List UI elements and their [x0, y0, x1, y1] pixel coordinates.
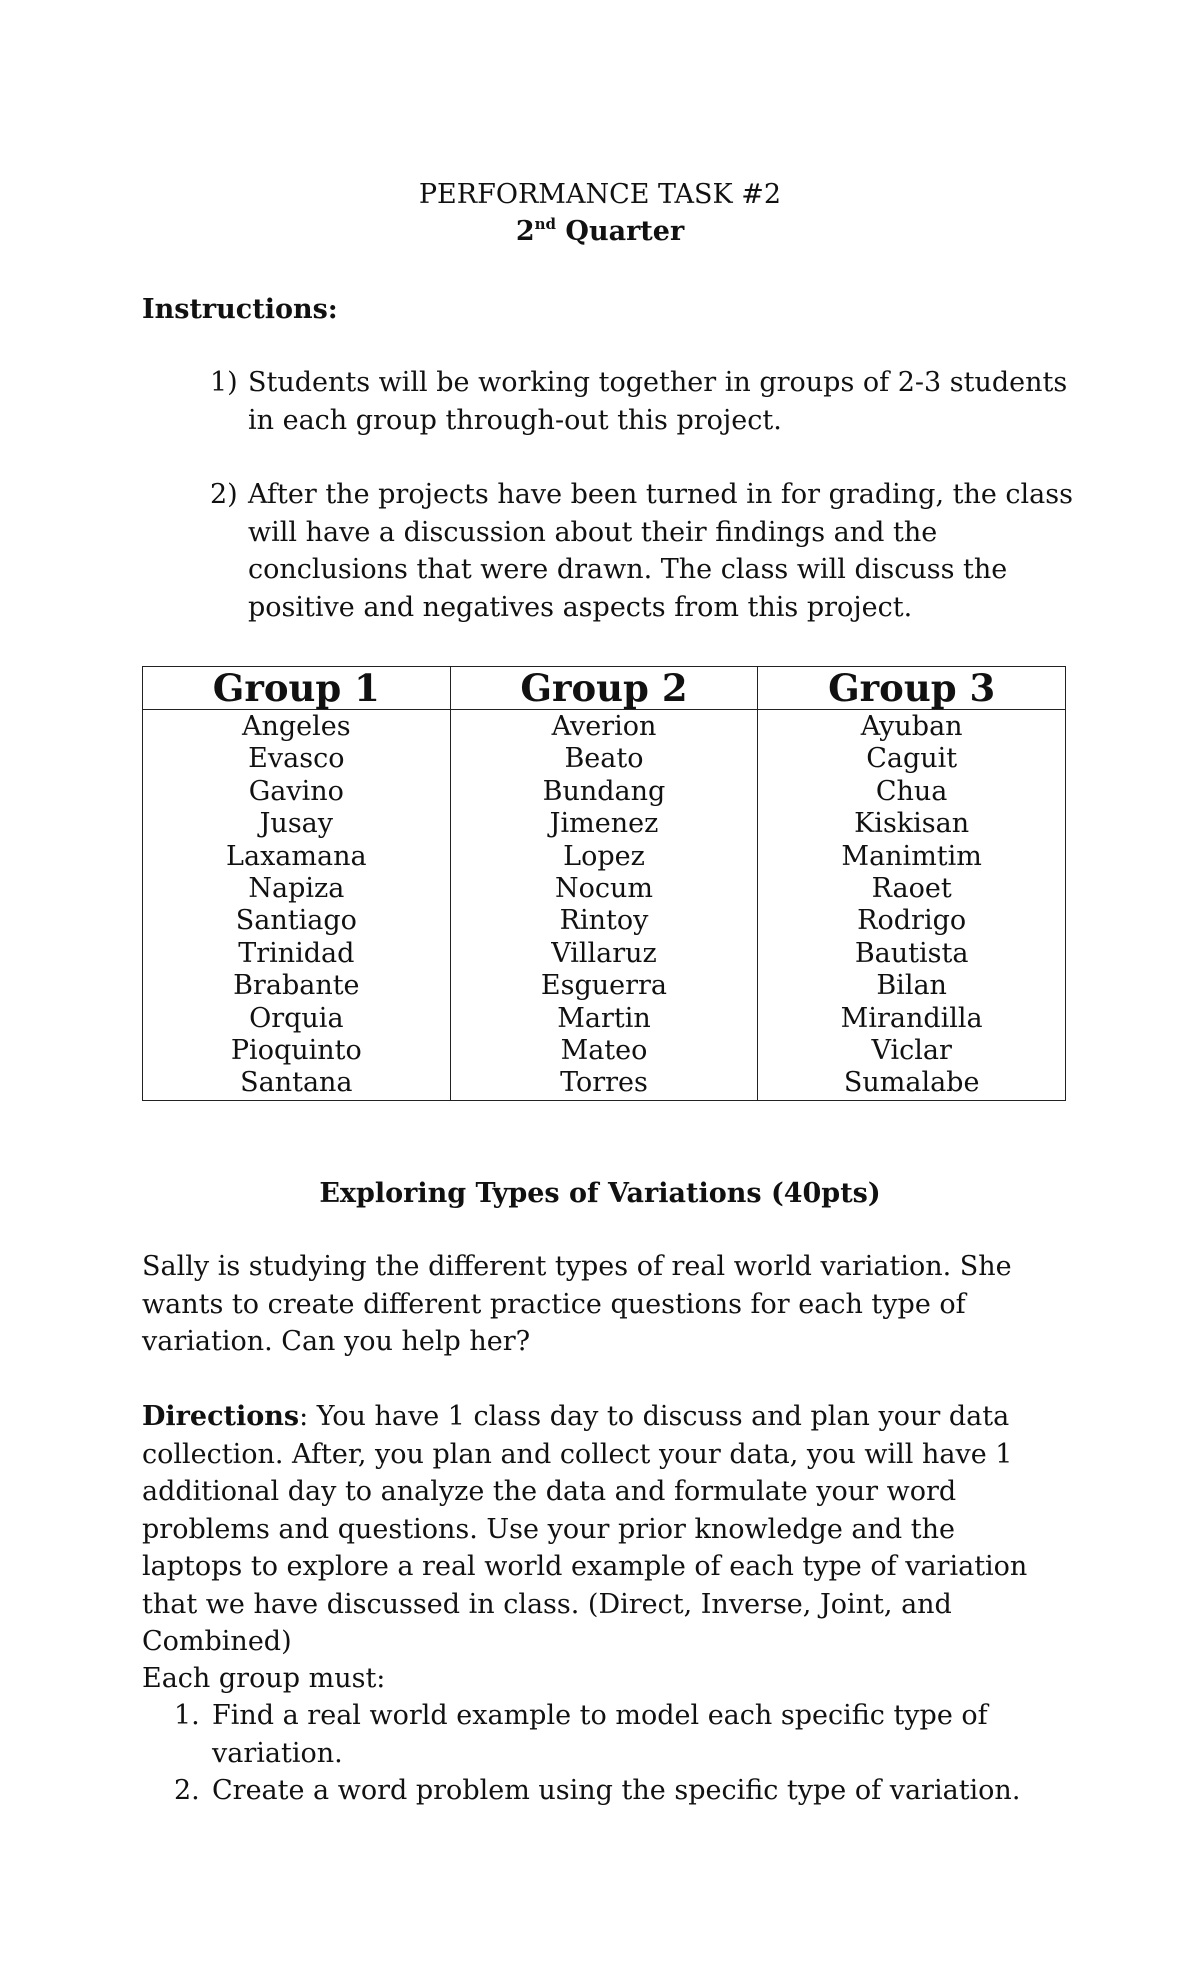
- groups-header-row: [143, 667, 1066, 710]
- group-member-name: Averion: [551, 711, 657, 742]
- group-member-name: Ayuban: [860, 711, 963, 742]
- requirement-text: Create a word problem using the specific type of variation.: [212, 1775, 1021, 1806]
- group-member-name: Santiago: [235, 905, 357, 937]
- instruction-number: 2): [210, 479, 238, 510]
- task-title: Exploring Types of Variations (40pts): [319, 1178, 881, 1209]
- group-member-name: Esguerra: [540, 970, 668, 1002]
- group-member-name: Evasco: [248, 743, 345, 775]
- instruction-text: Students will be working together in groups of 2-3 students in each group through-out this project.: [248, 367, 1068, 436]
- group-member-name: Kiskisan: [854, 808, 970, 840]
- group-member-name: Rintoy: [559, 905, 649, 937]
- requirement-item: [174, 1697, 1054, 1772]
- requirement-number: 1.: [174, 1700, 200, 1731]
- instruction-text: After the projects have been turned in for grading, the class will have a discussion about their findings and the conclusions that were drawn. The class will discuss the positive and negatives aspects from this project.: [248, 479, 1073, 623]
- document-title: PERFORMANCE TASK #2: [418, 179, 782, 210]
- group-member-name: Torres: [560, 1067, 648, 1099]
- title-block: [0, 176, 1200, 250]
- quarter-number: 2: [515, 216, 535, 247]
- group-member-name: Pioquinto: [230, 1035, 362, 1067]
- group-header: Group 1: [143, 667, 451, 710]
- group-header: Group 2: [450, 667, 758, 710]
- group-member-name: Trinidad: [238, 937, 355, 969]
- group-member-name: Sumalabe: [843, 1067, 980, 1099]
- group-member-name: Lopez: [563, 840, 645, 872]
- task-directions: [142, 1398, 1062, 1661]
- requirement-number: 2.: [174, 1775, 200, 1806]
- group-member-name: Bautista: [854, 937, 969, 969]
- group-member-name: Angeles: [242, 711, 351, 742]
- groups-members-row: [143, 710, 1066, 1101]
- group-member-name: Jimenez: [549, 808, 659, 840]
- group-1-members: [143, 710, 451, 1101]
- directions-text: : You have 1 class day to discuss and plan your data collection. After, you plan and collect your data, you will have 1 additional day to analyze the data and formulate your word problems and questions. Use your prior knowledge and the laptops to explore a real world example of each type of variation that we have discussed in class. (Direct, Inverse, Joint, and Combined): [142, 1401, 1028, 1657]
- group-member-name: Rodrigo: [857, 905, 967, 937]
- instruction-item: [210, 364, 1090, 439]
- groups-table: [142, 666, 1066, 1101]
- group-member-name: Caguit: [866, 743, 958, 775]
- instruction-number: 1): [210, 367, 238, 398]
- directions-label: Directions: [142, 1401, 300, 1432]
- instruction-item: [210, 476, 1090, 626]
- group-member-name: Villaruz: [551, 937, 657, 969]
- group-member-name: Brabante: [233, 970, 360, 1002]
- group-member-name: Bilan: [876, 970, 947, 1002]
- group-member-name: Mirandilla: [840, 1002, 983, 1034]
- requirements-list: [174, 1697, 1054, 1810]
- task-intro: Sally is studying the different types of real world variation. She wants to create different practice questions for each type of variation. Can you help her?: [142, 1251, 1012, 1357]
- group-member-name: Orquia: [249, 1002, 344, 1034]
- group-member-name: Laxamana: [226, 840, 367, 872]
- group-member-name: Mateo: [560, 1035, 648, 1067]
- group-member-name: Jusay: [259, 808, 334, 840]
- group-header: Group 3: [758, 667, 1066, 710]
- group-member-name: Manimtim: [841, 840, 982, 872]
- group-member-name: Napiza: [248, 873, 345, 905]
- group-member-name: Nocum: [554, 873, 653, 905]
- group-member-name: Beato: [564, 743, 644, 775]
- group-2-members: [450, 710, 758, 1101]
- group-member-name: Chua: [875, 775, 948, 807]
- group-3-members: [758, 710, 1066, 1101]
- each-group-label: Each group must:: [142, 1663, 386, 1694]
- quarter-heading: [0, 213, 1200, 250]
- group-member-name: Martin: [557, 1002, 651, 1034]
- quarter-word: Quarter: [565, 216, 685, 247]
- group-member-name: Gavino: [248, 775, 344, 807]
- instructions-label: Instructions:: [142, 294, 338, 325]
- group-member-name: Santana: [240, 1067, 353, 1099]
- requirement-text: Find a real world example to model each specific type of variation.: [212, 1700, 988, 1769]
- group-member-name: Viclar: [871, 1035, 952, 1067]
- quarter-suffix: nd: [534, 215, 557, 233]
- requirement-item: [174, 1772, 1054, 1810]
- instructions-list: [210, 364, 1090, 663]
- group-member-name: Bundang: [542, 775, 666, 807]
- group-member-name: Raoet: [871, 873, 952, 905]
